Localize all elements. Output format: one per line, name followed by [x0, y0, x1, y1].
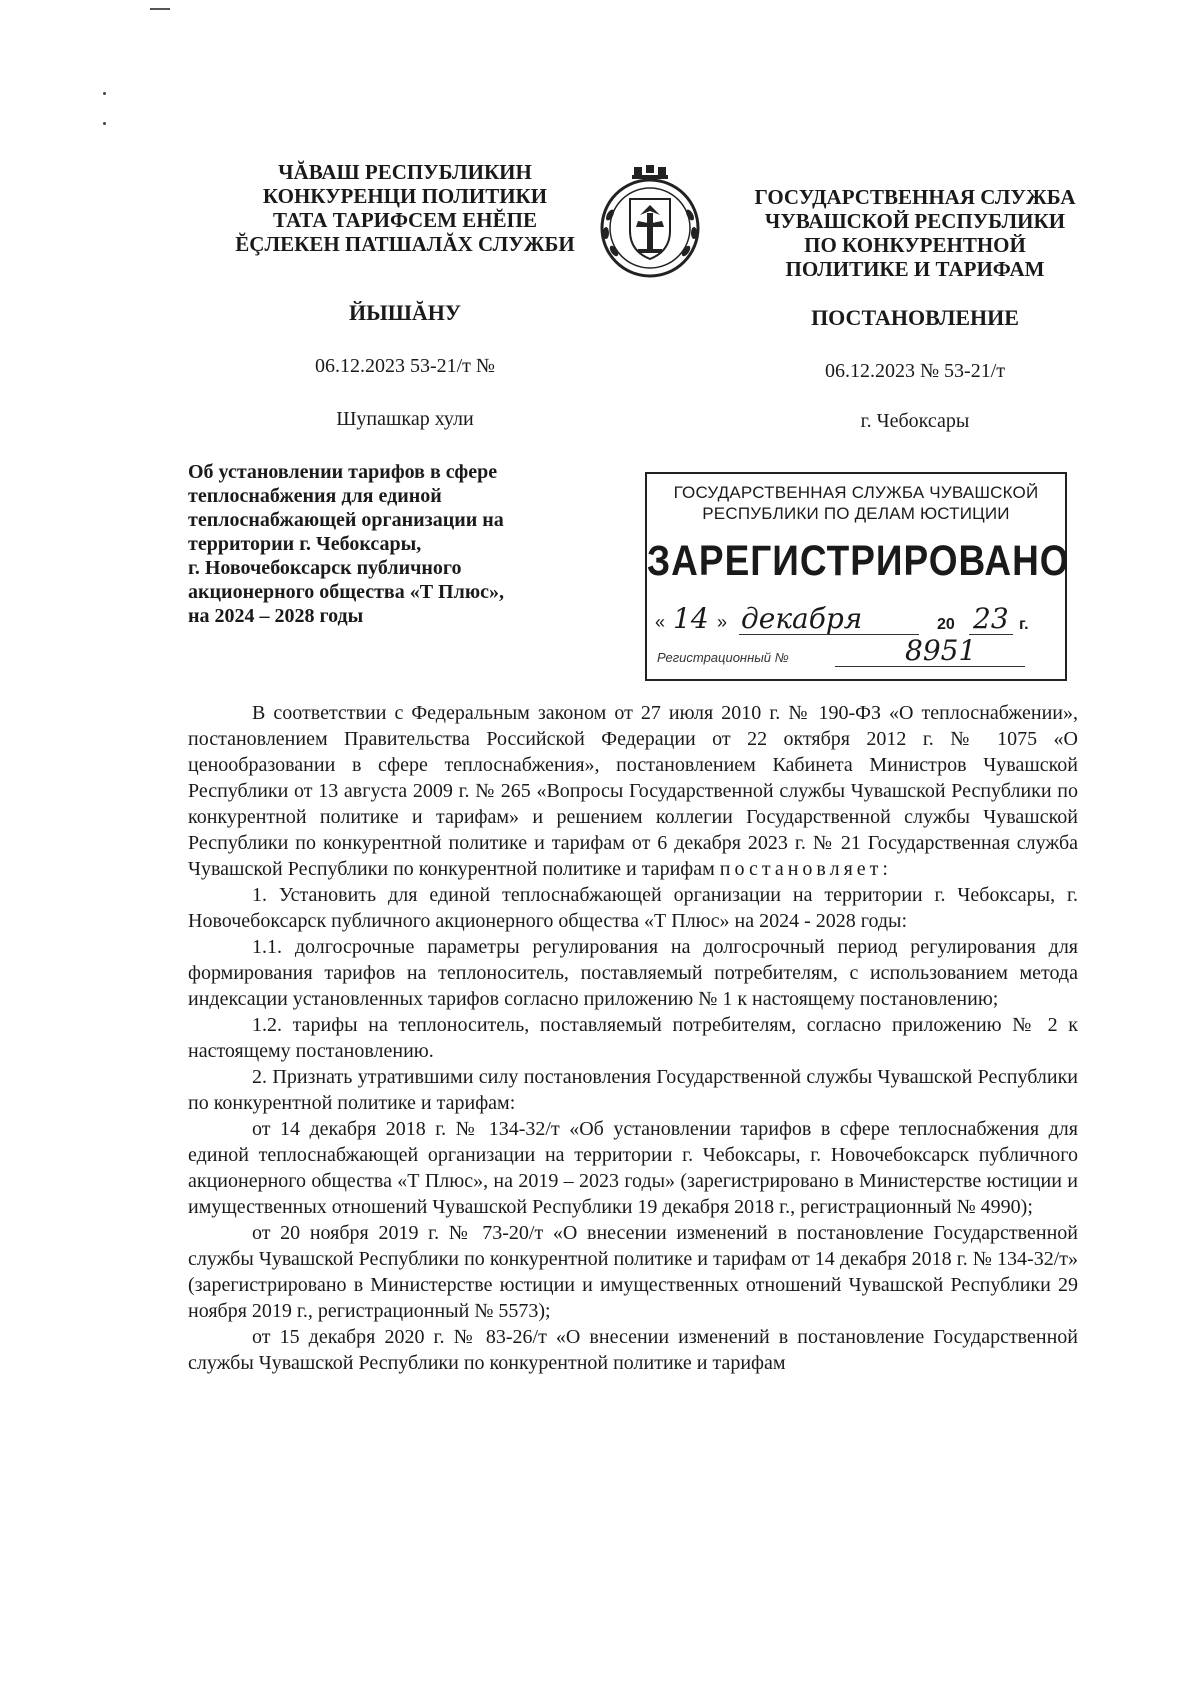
stamp-org	[647, 482, 1065, 524]
body-paragraph: 1.2. тарифы на теплоноситель, поставляемый потребителям, согласно приложению № 2 к настоящему постановлению.	[188, 1014, 1078, 1062]
scan-artifact	[150, 8, 170, 10]
org-name-line: КОНКУРЕНЦИ ПОЛИТИКИ	[262, 184, 548, 208]
doc-type-chuvash: ЙЫШĂНУ	[348, 300, 462, 325]
paragraph-text: В соответствии с Федеральным законом от 27 июля 2010 г. № 190-ФЗ «О теплоснабжении», постановлением Правительства Российской Федерации от 22 октября 2012 г. № 1075 «О ценообразовании в сфере теплоснабжения», постановлением Кабинета Министров Чувашской Республики от 13 августа 2009 г. № 265 «Вопросы Государственной службы Чувашской Республики по конкурентной политике и тарифам» и решением коллегии Государственной службы Чувашской Республики по конкурентной политике и тарифам от 6 декабря 2023 г. № 21 Государственная служба Чувашской Республики по конкурентной политике и тарифам	[188, 702, 1078, 880]
body-paragraph: 2. Признать утратившими силу постановления Государственной службы Чувашской Республики по конкурентной политике и тарифам:	[188, 1066, 1078, 1114]
org-name-line: ПОЛИТИКЕ И ТАРИФАМ	[785, 257, 1045, 281]
title-line: Об установлении тарифов в сфере	[188, 461, 498, 483]
org-name-line: ĔÇЛЕКЕН ПАТШАЛĂХ СЛУЖБИ	[235, 232, 575, 256]
registration-stamp	[645, 472, 1070, 681]
body-paragraph	[188, 700, 1078, 882]
body-paragraph: от 20 ноября 2019 г. № 73-20/т «О внесении изменений в постановление Государственной службы Чувашской Республики по конкурентной политике и тарифам от 14 декабря 2018 г. № 134-32/т» (зарегистрировано в Министерстве юстиции и имущественных отношений Чувашской Республики 29 ноября 2019 г., регистрационный № 5573);	[188, 1222, 1078, 1322]
city-russian: г. Чебоксары	[860, 410, 970, 432]
date-number-chuvash: 06.12.2023 53-21/т №	[314, 355, 496, 377]
stamp-year-prefix: 20	[937, 616, 955, 633]
org-name-line: ЧУВАШСКОЙ РЕСПУБЛИКИ	[764, 209, 1066, 233]
stamp-org-line: ГОСУДАРСТВЕННАЯ СЛУЖБА ЧУВАШСКОЙ	[673, 483, 1039, 502]
stamp-month: декабря	[741, 602, 863, 635]
date-number-russian: 06.12.2023 № 53-21/т	[824, 360, 1006, 382]
body-paragraph: от 15 декабря 2020 г. № 83-26/т «О внесении изменений в постановление Государственной службы Чувашской Республики по конкурентной политике и тарифам	[188, 1326, 1078, 1374]
city-chuvash: Шупашкар хули	[336, 408, 474, 430]
chuvash-emblem-icon	[590, 165, 710, 280]
title-line: акционерного общества «Т Плюс»,	[188, 581, 504, 603]
stamp-date-row	[655, 602, 1055, 636]
stamp-reg-label: Регистрационный №	[657, 650, 789, 665]
body-paragraph: 1.1. долгосрочные параметры регулирования на долгосрочный период регулирования для формирования тарифов на теплоноситель, поставляемый потребителям, с использованием метода индексации установленных тарифов согласно приложению № 1 к настоящему постановлению;	[188, 936, 1078, 1010]
document-body	[188, 700, 1078, 1376]
scan-artifact	[103, 122, 106, 125]
stamp-reg-number: 8951	[905, 634, 977, 667]
stamp-underline	[739, 634, 919, 635]
title-line: на 2024 – 2028 годы	[188, 605, 364, 627]
org-name-line: ГОСУДАРСТВЕННАЯ СЛУЖБА	[754, 185, 1076, 209]
stamp-underline	[835, 666, 1025, 667]
scan-artifact	[103, 92, 106, 95]
stamp-year: 23	[973, 602, 1009, 635]
body-paragraph: от 14 декабря 2018 г. № 134-32/т «Об установлении тарифов в сфере теплоснабжения для единой теплоснабжающей организации на территории г. Чебоксары, г. Новочебоксарск публичного акционерного общества «Т Плюс», на 2019 – 2023 годы» (зарегистрировано в Министерстве юстиции и имущественных отношений Чувашской Республики 19 декабря 2018 г., регистрационный № 4990);	[188, 1118, 1078, 1218]
stamp-quote-open: «	[655, 612, 666, 632]
stamp-quote-close: »	[717, 612, 728, 632]
title-line: г. Новочебоксарск публичного	[188, 557, 462, 579]
org-name-chuvash	[225, 160, 585, 256]
stamp-day: 14	[673, 602, 709, 635]
title-line: теплоснабжающей организации на	[188, 509, 504, 531]
stamp-year-suffix: г.	[1019, 616, 1029, 633]
stamp-org-line: РЕСПУБЛИКИ ПО ДЕЛАМ ЮСТИЦИИ	[702, 504, 1010, 523]
document-title	[188, 460, 574, 628]
org-name-line: ТАТА ТАРИФСЕМ ЕНĔПЕ	[273, 208, 537, 232]
doc-type-russian: ПОСТАНОВЛЕНИЕ	[811, 305, 1019, 330]
body-paragraph: 1. Установить для единой теплоснабжающей организации на территории г. Чебоксары, г. Новочебоксарск публичного акционерного общества «Т Плюс» на 2024 - 2028 годы:	[188, 884, 1078, 932]
stamp-status: ЗАРЕГИСТРИРОВАНО	[647, 536, 1070, 584]
resolution-verb: постановляет:	[719, 858, 892, 880]
title-line: территории г. Чебоксары,	[188, 533, 422, 555]
org-name-line: ЧĂВАШ РЕСПУБЛИКИН	[278, 160, 532, 184]
title-line: теплоснабжения для единой	[188, 485, 442, 507]
org-name-line: ПО КОНКУРЕНТНОЙ	[804, 233, 1026, 257]
org-name-russian	[735, 185, 1095, 281]
